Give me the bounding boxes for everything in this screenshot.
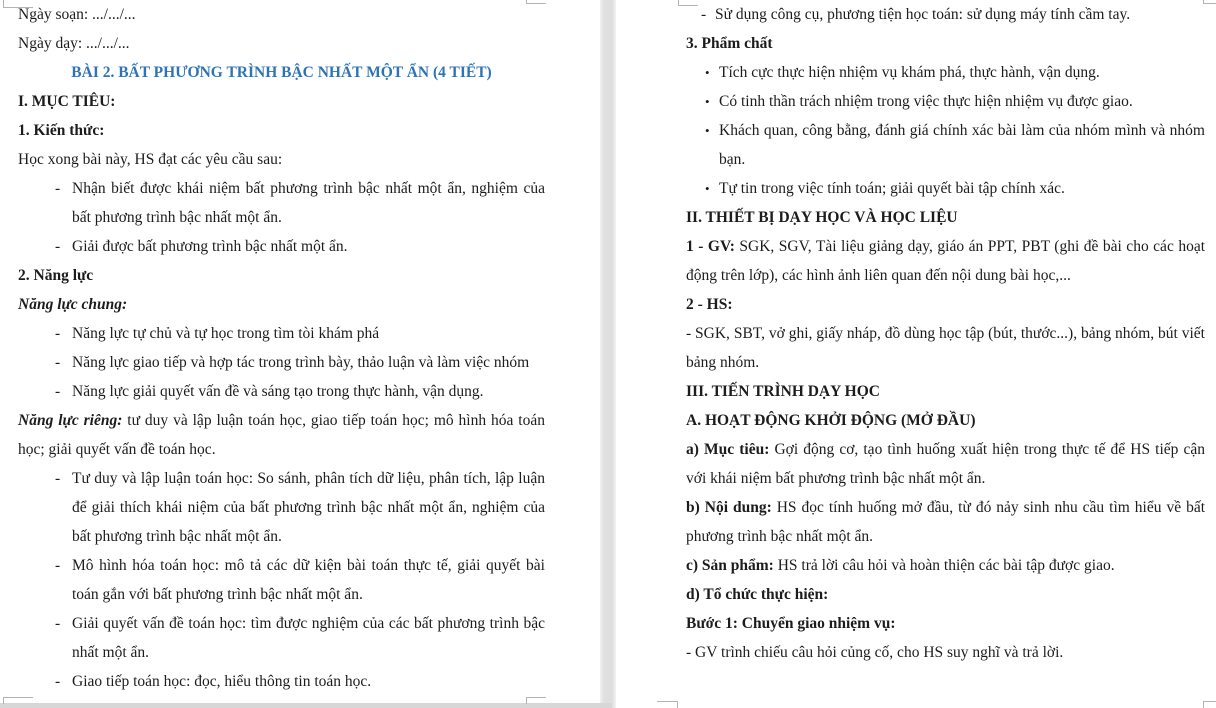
dash-marker: - bbox=[55, 673, 61, 690]
text-run: Ngày soạn: .../.../... bbox=[18, 6, 136, 23]
text-boundary-mark bbox=[678, 0, 698, 6]
text-run: c) Sản phẩm: bbox=[686, 557, 778, 574]
text-boundary-mark bbox=[526, 0, 546, 4]
paragraph bbox=[686, 29, 1205, 58]
text-run: Tư duy và lập luận toán học: So sánh, phân tích dữ liệu, phân tích, lập luận để giải thích khái niệm của bất phương trình bậc nhất một ẩn, nghiệm của bất phương trình bậc nhất một ẩn. bbox=[72, 470, 545, 545]
list-item bbox=[18, 319, 545, 348]
paragraph bbox=[18, 87, 545, 116]
document-title bbox=[18, 58, 545, 87]
text-run: HS trả lời câu hỏi và hoàn thiện các bài tập được giao. bbox=[777, 557, 1115, 574]
text-run: II. THIẾT BỊ DẠY HỌC VÀ HỌC LIỆU bbox=[686, 209, 958, 226]
text-run: Gợi động cơ, tạo tình huống xuất hiện trong thực tế để HS tiếp cận với khái niệm bất phương trình bậc nhất một ẩn. bbox=[686, 441, 1205, 487]
text-run: SGK, SGV, Tài liệu giảng dạy, giáo án PPT, PBT (ghi đề bài cho các hoạt động trên lớp), các hình ảnh liên quan đến nội dung bài học,... bbox=[686, 238, 1206, 284]
text-run: III. TIẾN TRÌNH DẠY HỌC bbox=[686, 383, 880, 400]
paragraph bbox=[18, 145, 545, 174]
bullet-marker: • bbox=[705, 181, 710, 196]
text-run: Khách quan, công bằng, đánh giá chính xác bài làm của nhóm mình và nhóm bạn. bbox=[719, 122, 1205, 168]
text-run: Năng lực giải quyết vấn đề và sáng tạo trong thực hành, vận dụng. bbox=[72, 383, 484, 400]
text-boundary-mark bbox=[657, 701, 678, 708]
paragraph bbox=[686, 638, 1205, 667]
text-boundary-mark bbox=[3, 697, 33, 704]
list-item bbox=[18, 551, 545, 609]
paragraph bbox=[686, 406, 1205, 435]
list-item bbox=[18, 609, 545, 667]
text-run: Bước 1: Chuyển giao nhiệm vụ: bbox=[686, 615, 896, 632]
text-run: Nhận biết được khái niệm bất phương trình bậc nhất một ẩn, nghiệm của bất phương trình bậc nhất một ẩn. bbox=[72, 180, 545, 226]
text-run: tư duy và lập luận toán học, giao tiếp toán học; mô hình hóa toán học; giải quyết vấn đề toán học. bbox=[18, 412, 545, 458]
text-run: Năng lực giao tiếp và hợp tác trong trình bày, thảo luận và làm việc nhóm bbox=[72, 354, 530, 371]
list-item bbox=[686, 87, 1205, 116]
text-run: 3. Phẩm chất bbox=[686, 35, 773, 52]
text-run: Giao tiếp toán học: đọc, hiểu thông tin toán học. bbox=[72, 673, 372, 690]
paragraph bbox=[18, 406, 545, 464]
text-run: Sử dụng công cụ, phương tiện học toán: sử dụng máy tính cầm tay. bbox=[715, 6, 1131, 23]
dash-marker: - bbox=[701, 6, 707, 23]
text-run: d) Tổ chức thực hiện: bbox=[686, 586, 829, 603]
text-run: Giải quyết vấn đề toán học: tìm được nghiệm của các bất phương trình bậc nhất một ẩn. bbox=[72, 615, 545, 661]
paragraph bbox=[18, 261, 545, 290]
paragraph bbox=[686, 609, 1205, 638]
paragraph bbox=[686, 580, 1205, 609]
dash-marker: - bbox=[55, 354, 61, 371]
paragraph bbox=[686, 290, 1205, 319]
text-run: Giải được bất phương trình bậc nhất một ẩn. bbox=[72, 238, 348, 255]
text-boundary-mark bbox=[526, 697, 546, 704]
text-run: Tự tin trong việc tính toán; giải quyết bài tập chính xác. bbox=[719, 180, 1065, 197]
paragraph bbox=[686, 493, 1205, 551]
text-run: Năng lực tự chủ và tự học trong tìm tòi khám phá bbox=[72, 325, 380, 342]
text-boundary-mark bbox=[1203, 701, 1216, 708]
list-item bbox=[686, 116, 1205, 174]
text-run: a) Mục tiêu: bbox=[686, 441, 775, 458]
paragraph bbox=[18, 29, 545, 58]
paragraph bbox=[18, 290, 545, 319]
page-left[interactable] bbox=[0, 0, 600, 703]
dash-marker: - bbox=[55, 557, 61, 574]
page-right-content bbox=[686, 0, 1205, 667]
bullet-marker: • bbox=[705, 65, 710, 80]
paragraph bbox=[686, 551, 1205, 580]
page-left-content bbox=[18, 0, 545, 696]
text-run: Học xong bài này, HS đạt các yêu cầu sau: bbox=[18, 151, 283, 168]
list-item bbox=[18, 667, 545, 696]
dash-marker: - bbox=[55, 180, 61, 197]
dash-marker: - bbox=[55, 238, 61, 255]
list-item bbox=[686, 58, 1205, 87]
text-run: 1 - GV: bbox=[686, 238, 740, 255]
dash-marker: - bbox=[55, 615, 61, 632]
paragraph bbox=[686, 435, 1205, 493]
bullet-marker: • bbox=[705, 94, 710, 109]
dash-marker: - bbox=[55, 325, 61, 342]
text-run: - SGK, SBT, vở ghi, giấy nháp, đồ dùng học tập (bút, thước...), bảng nhóm, bút viết bảng nhóm. bbox=[686, 325, 1205, 371]
page-bottom-gap bbox=[0, 703, 612, 708]
paragraph bbox=[686, 203, 1205, 232]
text-run: 2. Năng lực bbox=[18, 267, 94, 284]
paragraph bbox=[686, 232, 1205, 290]
text-run: - GV trình chiếu câu hỏi củng cố, cho HS suy nghĩ và trả lời. bbox=[686, 644, 1064, 661]
list-item bbox=[18, 377, 545, 406]
page-gap bbox=[600, 0, 616, 708]
text-run: b) Nội dung: bbox=[686, 499, 777, 516]
text-run: Ngày dạy: .../.../... bbox=[18, 35, 130, 52]
text-run: BÀI 2. BẤT PHƯƠNG TRÌNH BẬC NHẤT MỘT ẨN (4 TIẾT) bbox=[71, 64, 492, 81]
text-boundary-mark bbox=[3, 0, 33, 8]
list-item bbox=[18, 232, 545, 261]
list-item bbox=[18, 174, 545, 232]
list-item bbox=[686, 174, 1205, 203]
text-run: Năng lực riêng: bbox=[18, 412, 128, 429]
text-run: Mô hình hóa toán học: mô tả các dữ kiện bài toán thực tế, giải quyết bài toán gắn với bất phương trình bậc nhất một ẩn. bbox=[72, 557, 545, 603]
text-run: HS đọc tính huống mở đầu, từ đó nảy sinh nhu cầu tìm hiểu về bất phương trình bậc nhất một ẩn. bbox=[686, 499, 1206, 545]
paragraph bbox=[686, 319, 1205, 377]
text-run: Năng lực chung: bbox=[18, 296, 128, 313]
text-boundary-mark bbox=[1203, 0, 1216, 4]
text-run: I. MỤC TIÊU: bbox=[18, 93, 116, 110]
text-run: 1. Kiến thức: bbox=[18, 122, 105, 139]
list-item bbox=[686, 0, 1205, 29]
list-item bbox=[18, 464, 545, 551]
dash-marker: - bbox=[55, 383, 61, 400]
text-run: A. HOẠT ĐỘNG KHỞI ĐỘNG (MỞ ĐẦU) bbox=[686, 412, 976, 429]
paragraph bbox=[18, 0, 545, 29]
paragraph bbox=[686, 377, 1205, 406]
list-item bbox=[18, 348, 545, 377]
text-run: Có tinh thần trách nhiệm trong việc thực hiện nhiệm vụ được giao. bbox=[719, 93, 1133, 110]
bullet-marker: • bbox=[705, 123, 710, 138]
text-run: 2 - HS: bbox=[686, 296, 733, 313]
dash-marker: - bbox=[55, 470, 61, 487]
page-right[interactable] bbox=[616, 0, 1216, 708]
paragraph bbox=[18, 116, 545, 145]
text-run: Tích cực thực hiện nhiệm vụ khám phá, thực hành, vận dụng. bbox=[719, 64, 1100, 81]
